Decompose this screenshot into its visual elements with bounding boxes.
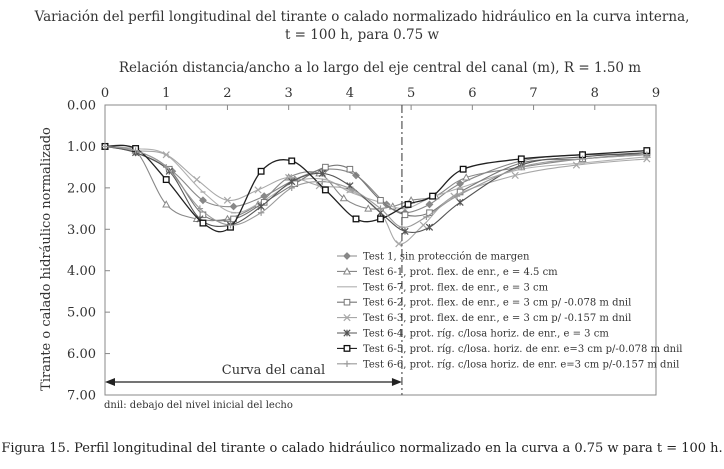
legend: [337, 252, 682, 371]
legend-swatch-marker: [344, 253, 350, 259]
y-tick-label: 0.00: [67, 98, 96, 114]
data-point: [519, 156, 525, 162]
data-point: [194, 176, 200, 182]
legend-label: Test 6-1, prot. flex. de enr., e = 4.5 cm: [363, 266, 558, 278]
legend-label: Test 6-2, prot. flex. de enr., e = 3 cm p/ -0.078 m dnil: [363, 297, 632, 309]
x-tick-label: 0: [100, 86, 110, 101]
series-layer: [102, 143, 650, 247]
legend-item: [337, 252, 530, 263]
curve-arrowhead-left: [105, 378, 115, 386]
legend-item: [337, 313, 631, 324]
x-tick-label: 8: [590, 86, 599, 101]
y-tick-label: 1.00: [67, 139, 96, 155]
data-point: [347, 166, 353, 172]
data-point: [323, 187, 329, 193]
data-point: [460, 166, 466, 172]
y-tick-label: 4.00: [67, 264, 96, 280]
x-tick-label: 9: [651, 86, 661, 101]
data-point: [420, 222, 426, 228]
data-point: [457, 199, 463, 205]
x-tick-label: 6: [468, 86, 477, 101]
data-point: [402, 228, 408, 234]
data-point: [405, 202, 411, 208]
data-point: [430, 193, 436, 199]
curve-arrowhead-right: [392, 378, 402, 386]
top-axis-label: Relación distancia/ancho a lo largo del eje central del canal (m), R = 1.50 m: [118, 60, 642, 76]
series-8: [102, 143, 650, 230]
data-point: [258, 168, 264, 174]
legend-label: Test 6-4, prot. ríg. c/losa horiz. de enr., e = 3 cm: [363, 328, 609, 340]
y-axis-label: Tirante o calado hidráulico normalizado: [39, 127, 54, 391]
data-point: [353, 216, 359, 222]
legend-swatch-marker: [344, 299, 350, 305]
legend-item: [337, 267, 558, 278]
y-tick-label: 2.00: [67, 181, 96, 197]
x-tick-label: 7: [529, 86, 538, 101]
series-line: [105, 146, 647, 212]
data-point: [353, 172, 359, 178]
legend-swatch-marker: [344, 361, 350, 367]
x-tick-label: 3: [284, 86, 293, 101]
y-tick-label: 3.00: [67, 222, 96, 238]
chart-title-line1: Variación del perfil longitudinal del tirante o calado normalizado hidráulico en la curva interna,: [34, 9, 690, 25]
data-point: [402, 212, 408, 218]
data-point: [258, 210, 264, 216]
x-tick-label: 1: [162, 86, 171, 101]
legend-label: Test 6-5, prot. ríg. c/losa. horiz. de enr. e=3 cm p/-0.078 m dnil: [363, 343, 683, 355]
data-point: [255, 187, 261, 193]
legend-label: Test 1, sin protección de margen: [363, 251, 530, 263]
figure-caption: Figura 15. Perfil longitudinal del tirante o calado hidráulico normalizado en la curva a 0.75 w para t = 100 h.: [1, 441, 723, 456]
x-tick-label: 2: [223, 86, 232, 101]
curve-range-label: Curva del canal: [221, 363, 326, 378]
y-tick-label: 6.00: [67, 347, 96, 363]
legend-item: [337, 298, 631, 309]
legend-item: [337, 359, 679, 370]
x-tick-label: 5: [406, 86, 416, 101]
legend-label: Test 6-3, prot. flex. de enr., e = 3 cm p/ -0.157 m dnil: [363, 313, 632, 325]
legend-item: [337, 329, 609, 340]
x-tick-group: [101, 86, 660, 110]
curve-range-annotation: [105, 363, 402, 386]
data-point: [378, 216, 384, 222]
data-point: [200, 220, 206, 226]
data-point: [261, 193, 267, 199]
data-point: [323, 164, 329, 170]
series-7: [102, 144, 649, 232]
data-point: [163, 177, 169, 183]
data-point: [426, 224, 432, 230]
legend-label: Test 6-6, prot. ríg. c/losa horiz. de enr. e=3 cm p/-0.157 m dnil: [363, 359, 680, 371]
x-tick-label: 4: [345, 86, 355, 101]
chart-title-line2: t = 100 h, para 0.75 w: [284, 27, 440, 43]
y-tick-label: 7.00: [67, 388, 96, 404]
footnote: dnil: debajo del nivel inicial del lecho: [104, 400, 293, 411]
data-point: [230, 203, 236, 209]
legend-label: Test 6-7, prot. flex. de enr., e = 3 cm: [363, 282, 549, 294]
data-point: [378, 197, 384, 203]
legend-item: [337, 282, 549, 293]
series-line: [105, 146, 647, 212]
y-tick-label: 5.00: [67, 305, 96, 321]
data-point: [426, 201, 432, 207]
legend-item: [337, 344, 682, 355]
legend-swatch-marker: [344, 346, 350, 352]
series-line: [105, 146, 647, 227]
data-point: [289, 158, 295, 164]
data-point: [200, 197, 206, 203]
